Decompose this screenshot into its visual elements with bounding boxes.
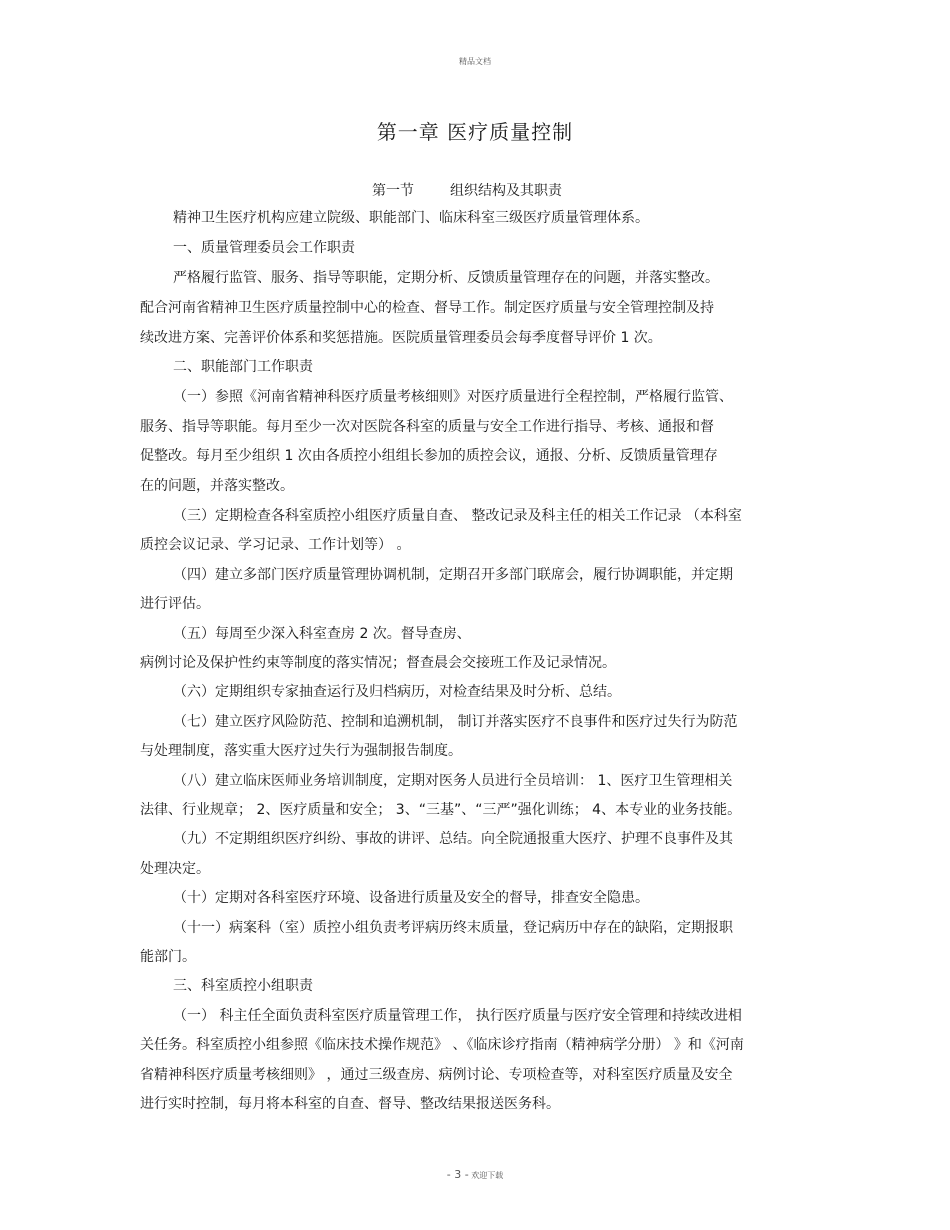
body-line: 处理决定。 — [140, 861, 210, 877]
body-line: 服务、指导等职能。每月至少一次对医院各科室的质量与安全工作进行指导、考核、通报和督 — [140, 419, 714, 435]
body-line: 精神卫生医疗机构应建立院级、职能部门、临床科室三级医疗质量管理体系。 — [173, 210, 649, 226]
body-line: （四）建立多部门医疗质量管理协调机制，定期召开多部门联席会，履行协调职能，并定期 — [173, 567, 733, 583]
body-line: （五）每周至少深入科室查房 2 次。督导查房、 — [173, 626, 471, 642]
body-line: 续改进方案、完善评价体系和奖惩措施。医院质量管理委员会每季度督导评价 1 次。 — [140, 330, 662, 346]
body-line: 在的问题，并落实整改。 — [140, 478, 294, 494]
body-line: （七）建立医疗风险防范、控制和追溯机制， 制订并落实医疗不良事件和医疗过失行为防范 — [173, 714, 738, 730]
body-line: 质控会议记录、学习记录、工作计划等） 。 — [140, 537, 411, 553]
body-line: （十）定期对各科室医疗环境、设备进行质量及安全的督导，排查安全隐患。 — [173, 890, 649, 906]
body-line: （一） 科主任全面负责科室医疗质量管理工作， 执行医疗质量与医疗安全管理和持续改进相 — [173, 1008, 742, 1024]
page-header: 精品文档 — [459, 57, 491, 66]
body-line: （十一）病案科（室）质控小组负责考评病历终末质量，登记病历中存在的缺陷，定期报职 — [173, 920, 733, 936]
body-line: （六）定期组织专家抽查运行及归档病历，对检查结果及时分析、总结。 — [173, 684, 621, 700]
heading-line: 二、职能部门工作职责 — [173, 359, 313, 375]
body-line: 能部门。 — [140, 949, 196, 965]
section-number: 第一节 — [372, 183, 414, 199]
page-footer — [0, 1168, 950, 1181]
chapter-title: 第一章 医疗质量控制 — [376, 120, 574, 144]
body-line: 促整改。每月至少组织 1 次由各质控小组组长参加的质控会议，通报、分析、反馈质量管理存 — [140, 448, 718, 464]
body-line: 省精神科医疗质量考核细则》 ，通过三级查房、病例讨论、专项检查等，对科室医疗质量及安全 — [140, 1067, 733, 1083]
page-number: - 3 - — [446, 1168, 469, 1181]
body-line: 病例讨论及保护性约束等制度的落实情况；督查晨会交接班工作及记录情况。 — [140, 655, 616, 671]
body-line: 进行实时控制，每月将本科室的自查、督导、整改结果报送医务科。 — [140, 1096, 560, 1112]
section-name: 组织结构及其职责 — [450, 183, 562, 199]
body-line: （三）定期检查各科室质控小组医疗质量自查、 整改记录及科主任的相关工作记录 （本科室 — [173, 508, 742, 524]
body-line: （八）建立临床医师业务培训制度，定期对医务人员进行全员培训： 1、医疗卫生管理相关 — [173, 773, 733, 789]
body-line: 法律、行业规章； 2、医疗质量和安全； 3、“三基”、“三严”强化训练； 4、本专业的业务技能。 — [140, 802, 742, 818]
body-line: 与处理制度，落实重大医疗过失行为强制报告制度。 — [140, 743, 462, 759]
footer-text: 欢迎下载 — [471, 1171, 504, 1180]
body-line: 严格履行监管、服务、指导等职能，定期分析、反馈质量管理存在的问题，并落实整改。 — [173, 270, 719, 286]
body-line: （九）不定期组织医疗纠纷、事故的讲评、总结。向全院通报重大医疗、护理不良事件及其 — [173, 831, 733, 847]
section-heading — [372, 180, 562, 200]
heading-line: 三、科室质控小组职责 — [173, 978, 313, 994]
body-line: 关任务。科室质控小组参照《临床技术操作规范》 、《临床诊疗指南（精神病学分册） 》和《河南 — [140, 1037, 744, 1053]
body-line: 配合河南省精神卫生医疗质量控制中心的检查、督导工作。制定医疗质量与安全管理控制及持 — [140, 300, 714, 316]
body-line: （一）参照《河南省精神科医疗质量考核细则》对医疗质量进行全程控制，严格履行监管、 — [173, 389, 733, 405]
heading-line: 一、质量管理委员会工作职责 — [173, 240, 355, 256]
body-line: 进行评估。 — [140, 596, 210, 612]
